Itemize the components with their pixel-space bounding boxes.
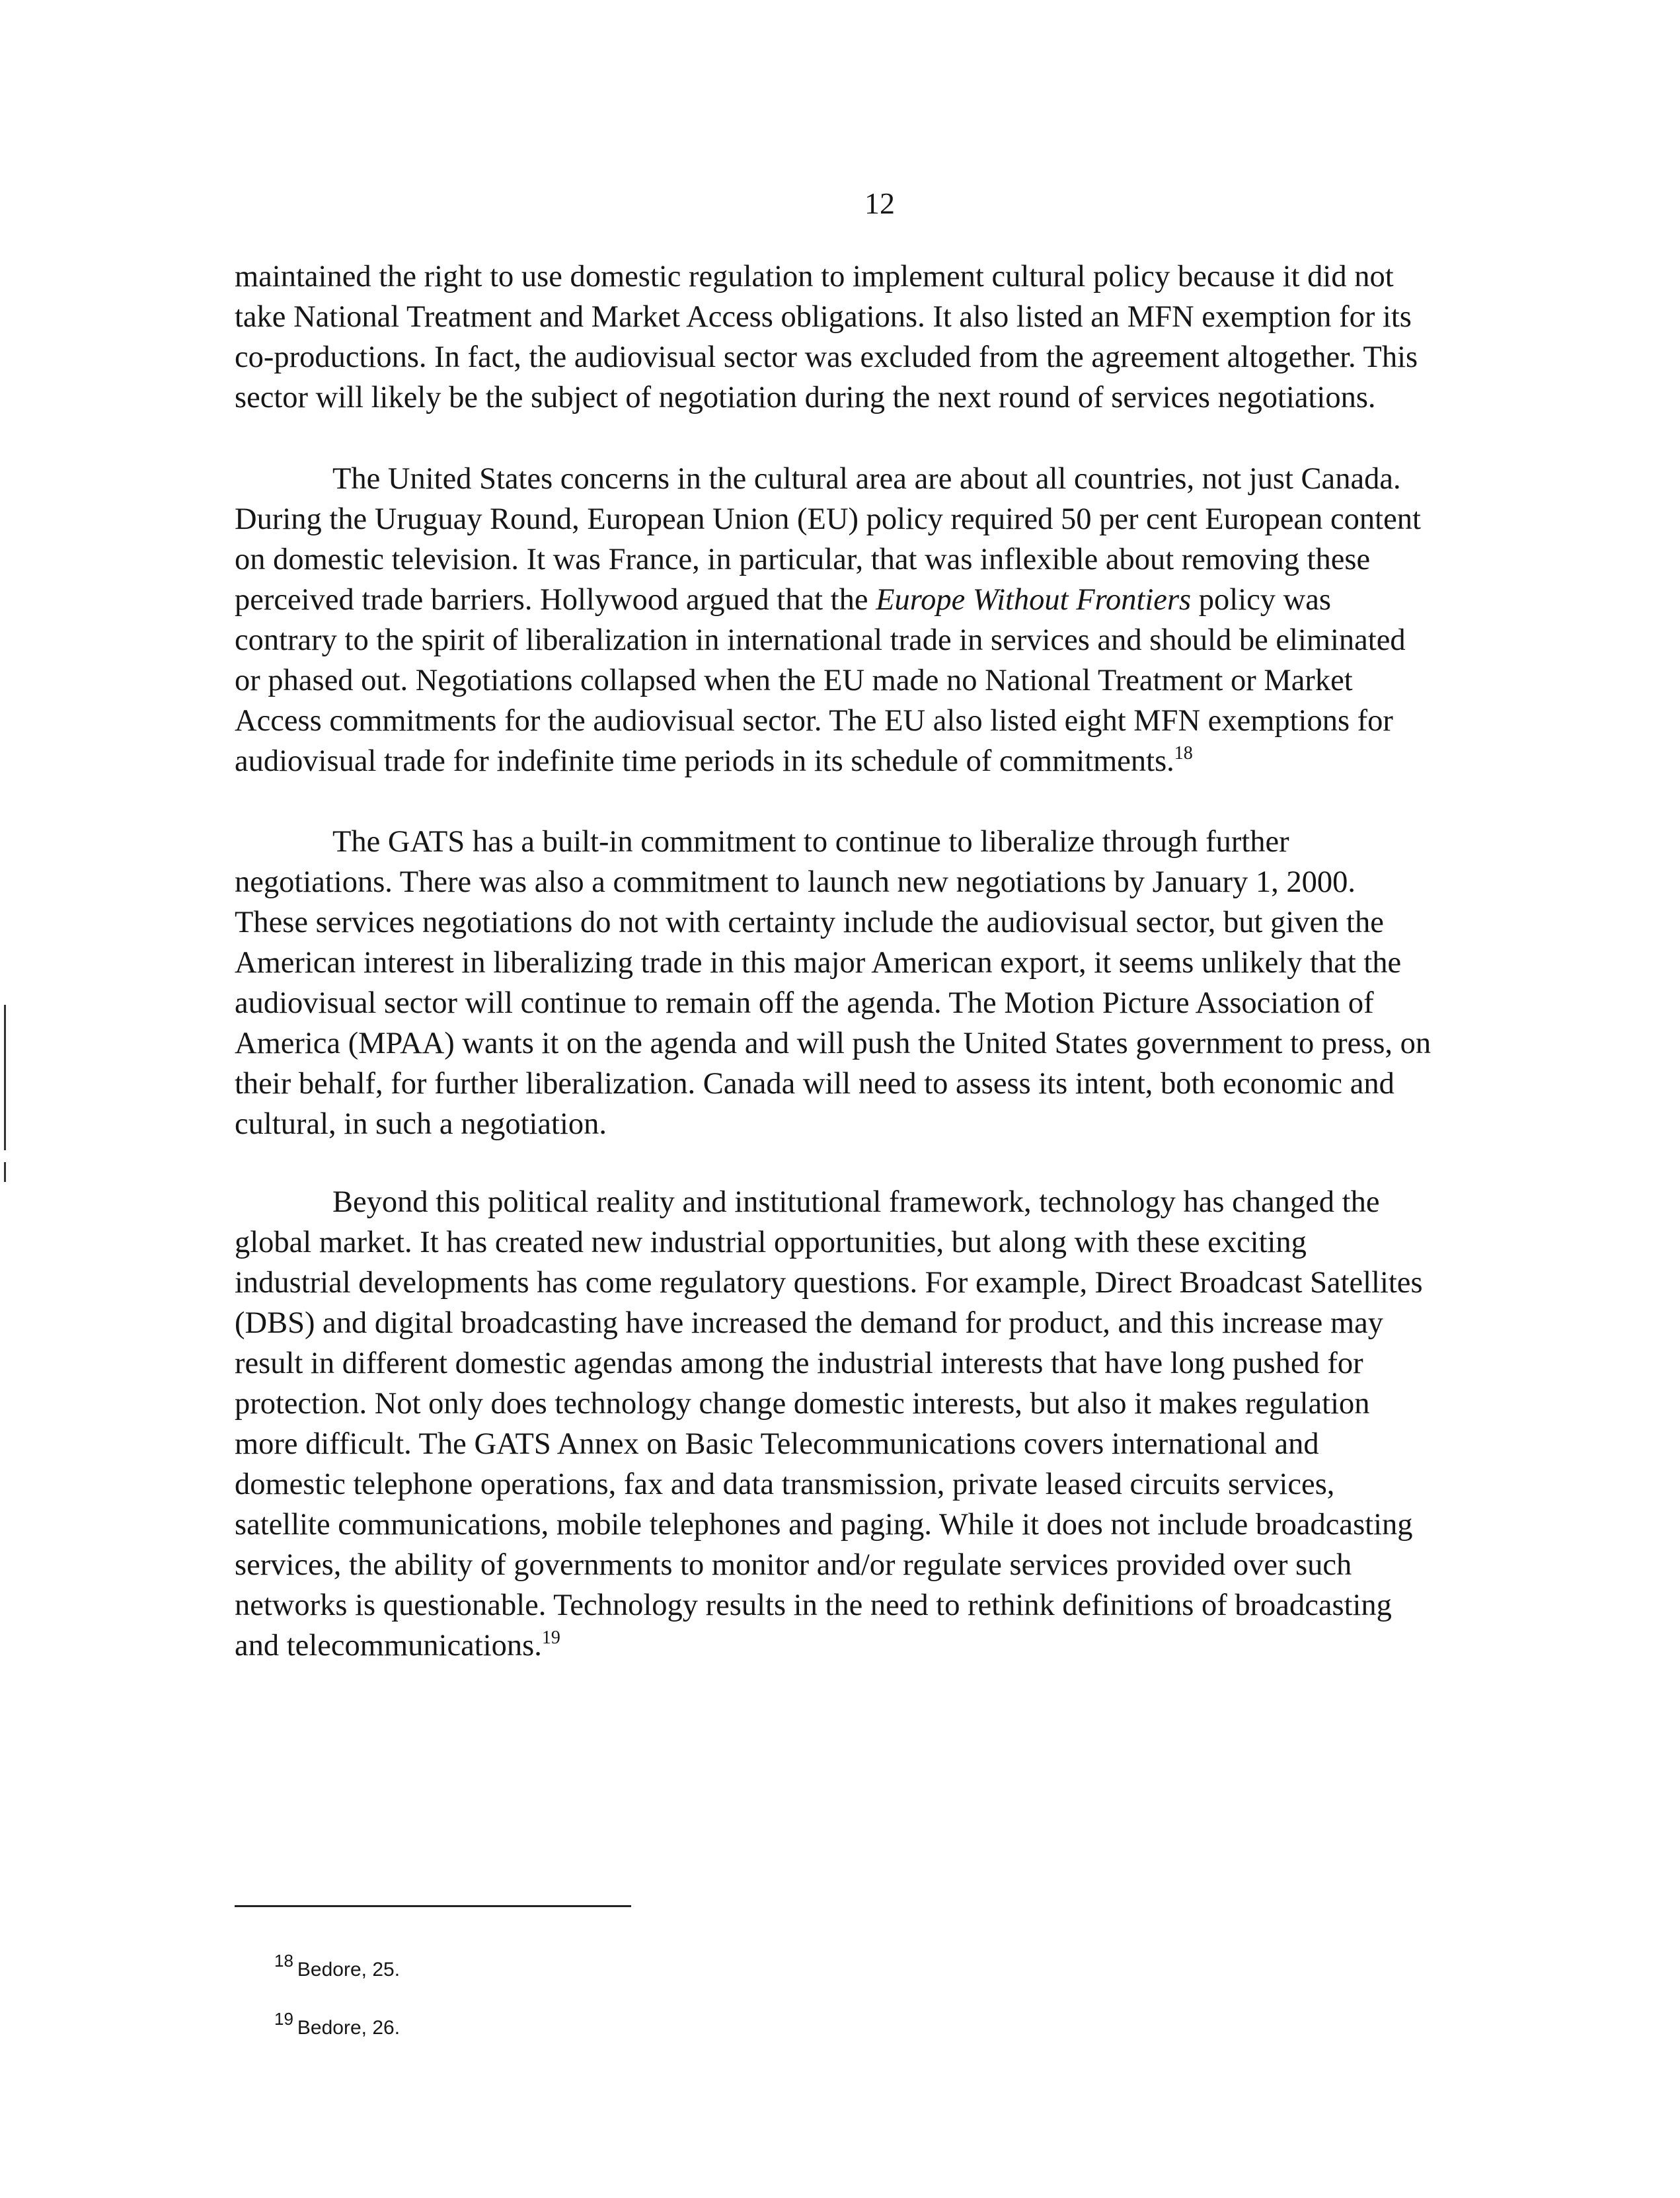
text-line: contrary to the spirit of liberalization in international trade in services and should be eliminated: [235, 623, 1406, 657]
text-line: Beyond this political reality and institutional framework, technology has changed the: [332, 1185, 1380, 1219]
text-line: their behalf, for further liberalization. Canada will need to assess its intent, both economic and: [235, 1067, 1394, 1101]
text-line: cultural, in such a negotiation.: [235, 1107, 607, 1141]
text-line: (DBS) and digital broadcasting have increased the demand for product, and this increase may: [235, 1306, 1384, 1340]
text-line: take National Treatment and Market Access obligations. It also listed an MFN exemption for its: [235, 300, 1412, 334]
text-line: audiovisual sector will continue to remain off the agenda. The Motion Picture Association of: [235, 986, 1374, 1020]
text-line: industrial developments has come regulatory questions. For example, Direct Broadcast Satellites: [235, 1266, 1423, 1300]
italic-title: Europe Without Frontiers: [876, 583, 1192, 617]
text-line: co-productions. In fact, the audiovisual sector was excluded from the agreement altogether. This: [235, 340, 1418, 374]
text-line: Access commitments for the audiovisual sector. The EU also listed eight MFN exemptions for: [235, 704, 1393, 738]
text-line: services, the ability of governments to monitor and/or regulate services provided over such: [235, 1548, 1352, 1582]
page-number: 12: [864, 186, 895, 220]
footnote-reference-19: 19: [541, 1628, 560, 1648]
paragraph-4: [235, 1182, 1530, 1666]
text-line-with-footnote: [235, 741, 1530, 781]
text-line: These services negotiations do not with certainty include the audiovisual sector, but given the: [235, 906, 1384, 939]
footnote-reference-18: 18: [1174, 743, 1193, 764]
footnote-mark: 19: [274, 2009, 293, 2029]
footnote-18: [274, 1951, 401, 1983]
footnote-mark: 18: [274, 1951, 293, 1971]
text-line: or phased out. Negotiations collapsed when the EU made no National Treatment or Market: [235, 664, 1353, 697]
text-line: protection. Not only does technology change domestic interests, but also it makes regulation: [235, 1387, 1370, 1421]
paragraph-2: [235, 459, 1530, 781]
text-fragment: policy was: [1191, 583, 1331, 617]
text-line: The GATS has a built-in commitment to continue to liberalize through further: [332, 825, 1289, 859]
text-line: domestic telephone operations, fax and data transmission, private leased circuits services,: [235, 1468, 1335, 1501]
footnote-19: [274, 2009, 401, 2041]
footnote-separator: [235, 1905, 631, 1907]
text-line: American interest in liberalizing trade in this major American export, it seems unlikely that the: [235, 946, 1402, 980]
text-line: more difficult. The GATS Annex on Basic Telecommunications covers international and: [235, 1427, 1319, 1461]
paragraph-1: [235, 256, 1530, 418]
text-fragment: audiovisual trade for indefinite time periods in its schedule of commitments.: [235, 744, 1174, 778]
text-line: satellite communications, mobile telephones and paging. While it does not include broadcasting: [235, 1508, 1413, 1542]
text-fragment: and telecommunications.: [235, 1629, 542, 1663]
scan-edge-mark: [4, 1162, 6, 1182]
text-fragment: perceived trade barriers. Hollywood argued that the: [235, 583, 876, 617]
footnote-text: Bedore, 26.: [297, 2017, 401, 2039]
text-line-with-footnote: [235, 1626, 1530, 1666]
text-line: on domestic television. It was France, in particular, that was inflexible about removing these: [235, 543, 1371, 576]
text-line: negotiations. There was also a commitment to launch new negotiations by January 1, 2000.: [235, 865, 1356, 899]
paragraph-3: [235, 822, 1530, 1144]
text-line: result in different domestic agendas among the industrial interests that have long pushed for: [235, 1347, 1363, 1380]
text-line-with-title: [235, 580, 1530, 620]
text-line: sector will likely be the subject of negotiation during the next round of services negotiations.: [235, 381, 1376, 414]
text-line: global market. It has created new industrial opportunities, but along with these exciting: [235, 1226, 1307, 1259]
text-line: maintained the right to use domestic regulation to implement cultural policy because it did not: [235, 260, 1394, 294]
scan-edge-mark: [4, 1005, 6, 1150]
text-line: The United States concerns in the cultural area are about all countries, not just Canada.: [332, 462, 1401, 496]
text-line: networks is questionable. Technology results in the need to rethink definitions of broadcasting: [235, 1589, 1392, 1622]
footnote-text: Bedore, 25.: [297, 1959, 401, 1981]
text-line: America (MPAA) wants it on the agenda and will push the United States government to press, on: [235, 1027, 1432, 1060]
text-line: During the Uruguay Round, European Union (EU) policy required 50 per cent European content: [235, 502, 1421, 536]
